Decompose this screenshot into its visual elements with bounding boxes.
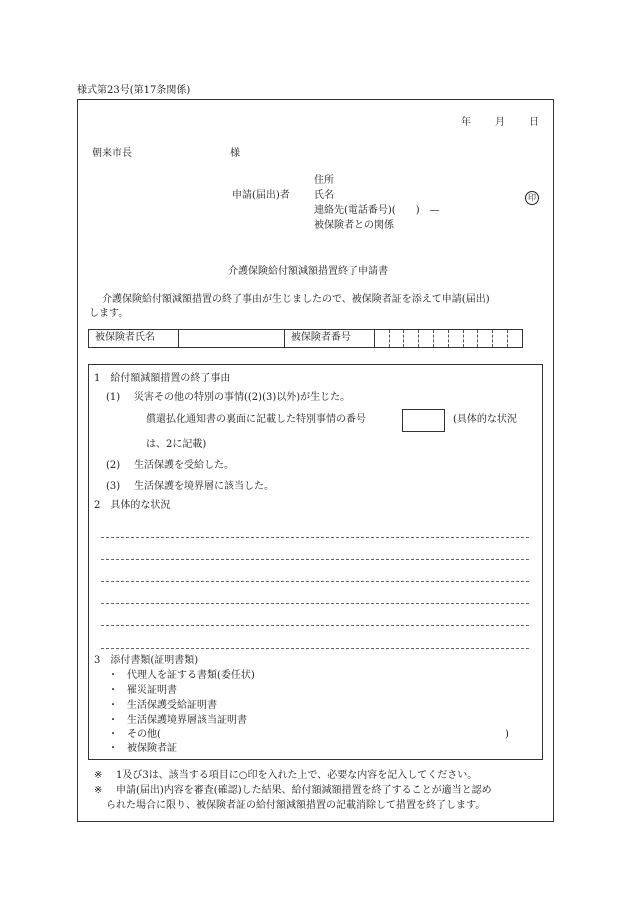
situation-line[interactable] (101, 581, 529, 582)
applicant-label: 申請(届出)者 (232, 190, 290, 201)
note2-text-line2: られた場合に限り、被保険者証の給付額減額措置の記載消除して措置を終了します。 (106, 800, 486, 811)
insured-id-row (88, 329, 523, 348)
insured-name-field[interactable] (178, 330, 284, 348)
section2-heading: 2 具体的な状況 (94, 500, 171, 511)
section3-heading: 3 添付書類(証明書類) (94, 655, 199, 666)
item3-number: (3) (106, 481, 121, 492)
item1-note-a: (具体的な状況 (453, 414, 517, 425)
applicant-phone-label: 連絡先(電話番号)( ) — (314, 205, 440, 216)
attachment-item-other: その他( (127, 729, 161, 740)
insured-number-digit[interactable] (434, 330, 449, 348)
attachment-item: 生活保護受給証明書 (127, 700, 217, 711)
addressee-name: 朝来市長 (92, 148, 132, 159)
note2-text-line1: 申請(届出)内容を審査(確認)した結果、給付額減額措置を終了することが適当と認め (116, 785, 492, 796)
note-mark: ※ (94, 785, 103, 796)
seal-mark: 印 (525, 191, 539, 205)
date-day: 日 (529, 117, 539, 128)
date-month: 月 (495, 117, 505, 128)
special-circumstance-number-box[interactable] (402, 409, 445, 432)
attachment-item: 代理人を証する書類(委任状) (127, 670, 255, 681)
insured-number-digit[interactable] (478, 330, 493, 348)
applicant-relation-label: 被保険者との関係 (314, 220, 394, 231)
insured-name-label: 被保険者氏名 (89, 330, 179, 348)
situation-line[interactable] (101, 625, 529, 626)
addressee-honorific: 様 (230, 148, 240, 159)
situation-line[interactable] (101, 603, 529, 604)
attachment-bullet: ・ (108, 743, 118, 754)
note1-text: 1及び3は、該当する項目に○印を入れた上で、必要な内容を記入してください。 (116, 770, 478, 781)
item3-text: 生活保護を境界層に該当した。 (134, 481, 274, 492)
attachment-bullet: ・ (108, 670, 118, 681)
situation-line[interactable] (101, 537, 529, 538)
applicant-address-label: 住所 (314, 175, 334, 186)
situation-line[interactable] (101, 559, 529, 560)
insured-number-digit[interactable] (419, 330, 434, 348)
item1-note-b: は、2に記載) (146, 439, 207, 450)
form-title: 介護保険給付額減額措置終了申請書 (228, 266, 388, 277)
attachment-item: 被保険者証 (127, 743, 177, 754)
section1-heading: 1 給付額減額措置の終了事由 (94, 373, 231, 384)
insured-number-label: 被保険者番号 (284, 330, 374, 348)
insured-number-digit[interactable] (493, 330, 508, 348)
intro-text-line1: 介護保険給付額減額措置の終了事由が生じましたので、被保険者証を添えて申請(届出) (102, 294, 490, 305)
insured-number-digit[interactable] (463, 330, 478, 348)
intro-text-line2: します。 (89, 308, 129, 319)
attachment-bullet: ・ (108, 685, 118, 696)
item1-text: 災害その他の特別の事情((2)(3)以外)が生じた。 (134, 392, 351, 403)
insured-number-digit[interactable] (389, 330, 404, 348)
applicant-name-label: 氏名 (314, 190, 334, 201)
form-number: 様式第23号(第17条関係) (77, 85, 191, 96)
note-mark: ※ (94, 770, 103, 781)
attachment-item: 罹災証明書 (127, 685, 177, 696)
item2-number: (2) (106, 460, 121, 471)
insured-number-digit[interactable] (404, 330, 419, 348)
item2-text: 生活保護を受給した。 (134, 460, 234, 471)
situation-line[interactable] (101, 648, 529, 649)
insured-number-digit[interactable] (448, 330, 463, 348)
attachment-bullet: ・ (108, 715, 118, 726)
item1-number: (1) (106, 392, 121, 403)
attachment-bullet: ・ (108, 729, 118, 740)
insured-number-digit[interactable] (374, 330, 389, 348)
attachment-other-close: ) (505, 729, 509, 740)
attachment-bullet: ・ (108, 700, 118, 711)
date-year: 年 (461, 117, 471, 128)
attachment-item: 生活保護境界層該当証明書 (127, 715, 247, 726)
insured-number-digit[interactable] (508, 330, 523, 348)
item1-detail: 償還払化通知書の裏面に記載した特別事情の番号 (146, 414, 366, 425)
